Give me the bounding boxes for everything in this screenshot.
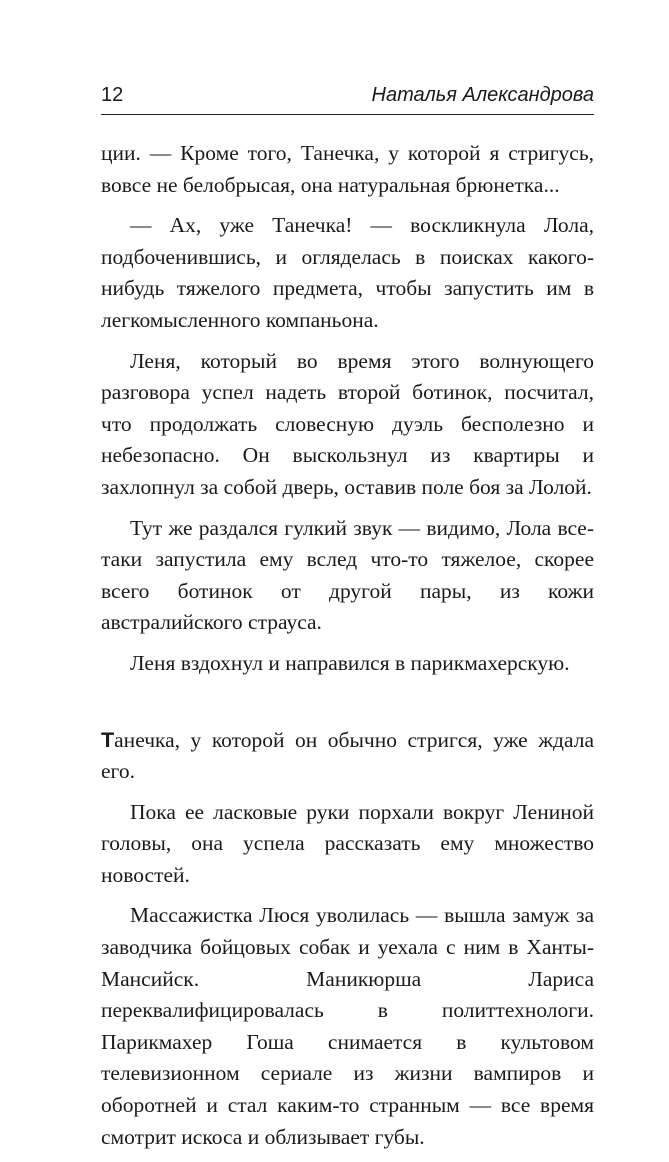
paragraph: Тут же раздался гулкий звук — видимо, Лола все-таки запустила ему вслед что-то тяжелое, скорее всего ботинок от другой пары, из кожи австралийского страуса. [101,515,594,635]
section-first-text: анечка, у которой он обычно стригся, уже ждала его. [101,727,594,784]
section-start-paragraph [101,725,594,788]
paragraph: — Ах, уже Танечка! — воскликнула Лола, подбоченившись, и огляделась в поисках какого-нибудь тяжелого предмета, чтобы запустить им в легкомысленного компаньона. [101,213,594,332]
paragraph: Леня вздохнул и направился в парикмахерскую. [130,650,570,675]
paragraph: ции. — Кроме того, Танечка, у которой я стригусь, вовсе не белобрысая, она натуральная брюнетка... [101,141,594,197]
page-number: 12 [101,84,124,106]
paragraph: Пока ее ласковые руки порхали вокруг Лениной головы, она успела рассказать ему множество новостей. [101,799,594,887]
page-header [101,80,594,115]
running-head: Наталья Александрова [371,84,594,106]
paragraph: Леня, который во время этого волнующего разговора успел надеть второй ботинок, посчитал, что продолжать словесную дуэль бесполезно и небезопасно. Он выскользнул из квартиры и захлопнул за собой дверь, оставив поле боя за Лолой. [101,348,594,499]
body-text [101,138,594,1162]
section-initial-letter: Т [101,727,115,752]
paragraph: Массажистка Люся уволилась — вышла замуж за заводчика бойцовых собак и уехала с ним в Ханты-Мансийск. Маникюрша Лариса переквалифицировалась в политтехнологи. Парикмахер Гоша снимается в культовом телевизионном сериале из жизни вампиров и оборотней и стал каким-то странным — все время смотрит искоса и облизывает губы. [101,903,594,1149]
